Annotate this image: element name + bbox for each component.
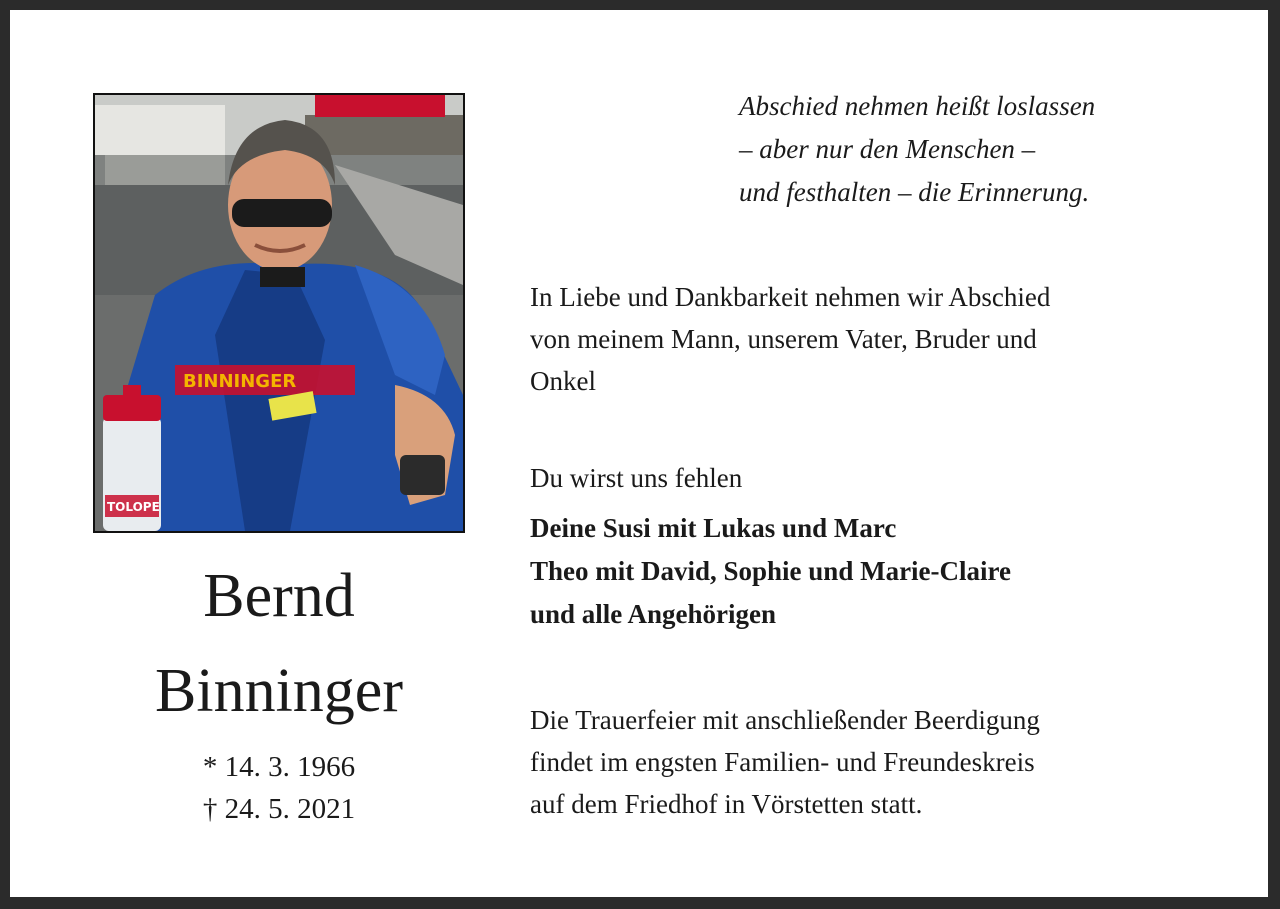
birth-date: * 14. 3. 1966 bbox=[202, 751, 356, 783]
last-name: Binninger bbox=[155, 657, 403, 725]
motto-line: Abschied nehmen heißt loslassen bbox=[739, 91, 1096, 121]
service-line: Die Trauerfeier mit anschließender Beerdigung bbox=[530, 705, 1040, 735]
intro-line: von meinem Mann, unserem Vater, Bruder und bbox=[530, 324, 1037, 354]
jersey-text: BINNINGER bbox=[183, 371, 297, 392]
service-line: auf dem Friedhof in Vörstetten statt. bbox=[530, 789, 923, 819]
life-dates bbox=[93, 746, 465, 830]
mourners-list bbox=[530, 507, 1190, 636]
motto-quote bbox=[739, 85, 1095, 214]
intro-text bbox=[530, 276, 1190, 402]
mourner-line: Theo mit David, Sophie und Marie-Claire bbox=[530, 556, 1012, 586]
service-info bbox=[530, 699, 1190, 825]
first-name: Bernd bbox=[203, 562, 355, 630]
portrait-photo bbox=[93, 93, 465, 533]
death-date: † 24. 5. 2021 bbox=[202, 793, 356, 825]
intro-line: Onkel bbox=[530, 366, 596, 396]
intro-line: In Liebe und Dankbarkeit nehmen wir Abschied bbox=[530, 282, 1051, 312]
motto-line: und festhalten – die Erinnerung. bbox=[739, 177, 1090, 207]
farewell-text: Du wirst uns fehlen bbox=[530, 463, 743, 493]
mourner-line: und alle Angehörigen bbox=[530, 599, 777, 629]
mourner-line: Deine Susi mit Lukas und Marc bbox=[530, 513, 897, 543]
service-line: findet im engsten Familien- und Freundeskreis bbox=[530, 747, 1035, 777]
bottle-text: TOLOPE bbox=[107, 500, 160, 514]
motto-line: – aber nur den Menschen – bbox=[739, 134, 1036, 164]
obituary-card bbox=[10, 10, 1268, 897]
portrait-illustration bbox=[95, 95, 463, 531]
